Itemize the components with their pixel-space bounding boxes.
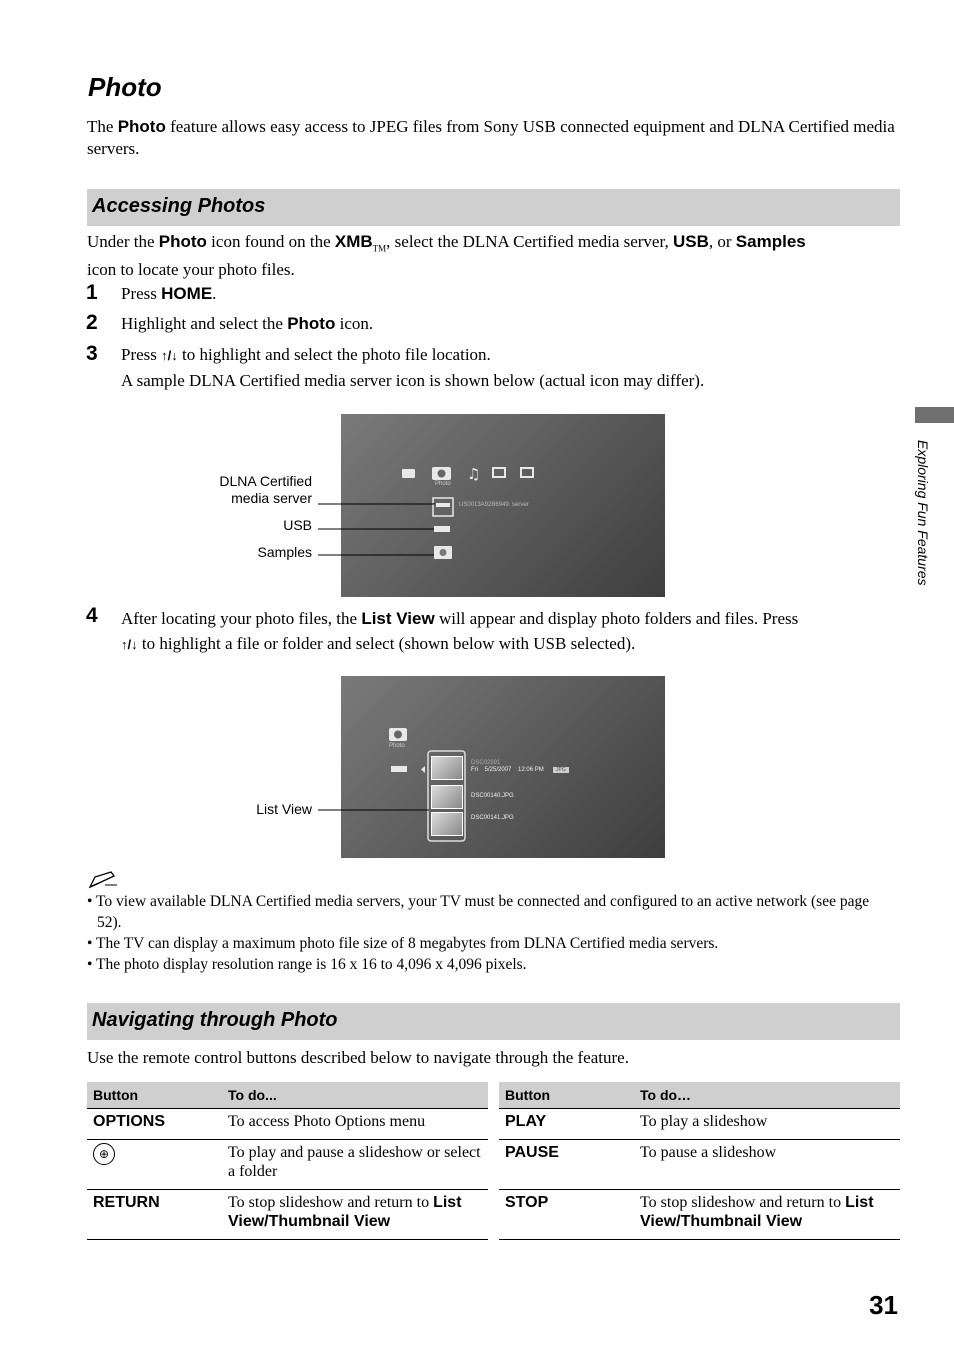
button-name: PAUSE xyxy=(499,1140,634,1190)
callout-samples: Samples xyxy=(257,544,312,560)
button-table-left xyxy=(87,1082,488,1240)
text: icon to locate your photo files. xyxy=(87,260,295,280)
table-row xyxy=(87,1190,488,1240)
note-item: • The TV can display a maximum photo file size of 8 megabytes from DLNA Certified media servers. xyxy=(87,935,719,952)
text: Highlight and select the xyxy=(121,314,288,333)
bold-text: Photo xyxy=(158,232,207,251)
step-number: 2 xyxy=(86,311,98,334)
text: Under the xyxy=(87,232,159,251)
server-name: US0013A92B6949: server xyxy=(459,502,529,508)
side-section-label: Exploring Fun Features xyxy=(915,440,931,586)
callout-line xyxy=(316,808,431,812)
text: will appear and display photo folders and files. Press xyxy=(434,609,799,628)
accessing-intro xyxy=(87,231,902,281)
thumbnail xyxy=(431,812,463,836)
notes-list xyxy=(87,891,897,975)
usb-icon xyxy=(434,526,450,532)
step-text xyxy=(121,313,373,335)
button-name: OPTIONS xyxy=(87,1109,222,1140)
text: After locating your photo files, the xyxy=(121,609,362,628)
note-item: • To view available DLNA Certified media servers, your TV must be connected and configured to an active network (see page 52). xyxy=(87,893,870,931)
text: icon found on the xyxy=(206,232,335,251)
bold-text: Photo xyxy=(287,314,336,333)
thumbnail xyxy=(431,756,463,780)
left-arrow-icon xyxy=(421,766,425,773)
callout-dlna: DLNA Certified media server xyxy=(219,473,312,506)
step-number: 3 xyxy=(86,342,98,365)
callout-lines xyxy=(316,495,436,560)
thumbnail xyxy=(431,785,463,809)
text: A sample DLNA Certified media server icon is shown below (actual icon may differ). xyxy=(121,371,705,390)
button-action xyxy=(634,1190,900,1240)
file-info: Fri 5/25/2007 12:06 PM xyxy=(471,767,544,773)
file-name: DSC02991 xyxy=(471,760,501,766)
bold-text: Samples xyxy=(735,232,806,251)
usb-icon xyxy=(391,766,407,772)
intro-bold: Photo xyxy=(117,117,166,136)
section-bar-accessing xyxy=(87,189,900,226)
column-header: To do... xyxy=(222,1082,488,1109)
intro-text: The xyxy=(87,117,118,136)
bold-text: HOME xyxy=(161,284,213,303)
bold-text: USB xyxy=(672,232,709,251)
button-action: To access Photo Options menu xyxy=(222,1109,488,1140)
tm-mark: TM xyxy=(372,243,387,254)
input-icon xyxy=(521,468,533,477)
note-pencil-icon xyxy=(87,868,119,890)
table-row xyxy=(87,1109,488,1140)
button-action xyxy=(222,1190,488,1240)
button-action: To pause a slideshow xyxy=(634,1140,900,1190)
button-name: STOP xyxy=(499,1190,634,1240)
file-name: DSC00141.JPG xyxy=(471,815,514,821)
button-table-right xyxy=(499,1082,900,1240)
text: , or xyxy=(708,232,736,251)
bold-text: List View/Thumbnail View xyxy=(228,1194,462,1230)
list-view-screen-image xyxy=(341,676,665,858)
step-number: 4 xyxy=(86,604,98,627)
photo-label: Photo xyxy=(389,743,405,749)
text: To stop slideshow and return to xyxy=(228,1194,434,1211)
text: Press xyxy=(121,345,162,364)
table-row xyxy=(499,1190,900,1240)
column-header: Button xyxy=(87,1082,222,1109)
intro-text-rest: feature allows easy access to JPEG files from Sony USB connected equipment and DLNA Certified media servers. xyxy=(87,117,895,158)
arrow-icons: ↑/↓ xyxy=(121,637,138,652)
bold-text: XMB xyxy=(334,232,373,251)
button-name xyxy=(87,1140,222,1190)
section-bar-navigating xyxy=(87,1003,900,1040)
column-header: To do… xyxy=(634,1082,900,1109)
file-type-badge: JPG xyxy=(553,767,569,773)
step-text xyxy=(121,283,216,305)
bold-text: List View xyxy=(361,609,435,628)
step-number: 1 xyxy=(86,281,98,304)
section-heading: Accessing Photos xyxy=(92,195,266,217)
file-name: DSC00140.JPG xyxy=(471,793,514,799)
step-text xyxy=(121,344,901,395)
page-number: 31 xyxy=(869,1290,898,1320)
table-row xyxy=(499,1109,900,1140)
button-action: To play and pause a slideshow or select a folder xyxy=(222,1140,488,1190)
table-row xyxy=(87,1140,488,1190)
button-name: PLAY xyxy=(499,1109,634,1140)
page-title: Photo xyxy=(88,72,162,102)
text: To stop slideshow and return to xyxy=(640,1194,846,1211)
column-header: Button xyxy=(499,1082,634,1109)
bold-text: List View/Thumbnail View xyxy=(640,1194,874,1230)
step-text xyxy=(121,606,901,657)
callout-list-view: List View xyxy=(256,801,312,817)
table-row xyxy=(499,1140,900,1190)
side-tab-marker xyxy=(915,407,954,423)
photo-label: Photo xyxy=(435,481,451,487)
video-icon xyxy=(493,468,505,477)
note-item: • The photo display resolution range is 16 x 16 to 4,096 x 4,096 pixels. xyxy=(87,956,527,973)
callout-usb: USB xyxy=(283,517,312,533)
text: to highlight and select the photo file location. xyxy=(177,345,491,364)
text: to highlight a file or folder and select (shown below with USB selected). xyxy=(137,634,636,653)
settings-icon xyxy=(402,469,415,478)
intro-paragraph xyxy=(87,116,897,160)
button-action: To play a slideshow xyxy=(634,1109,900,1140)
text: , select the DLNA Certified media server, xyxy=(386,232,673,251)
text: Press xyxy=(121,284,162,303)
text: icon. xyxy=(335,314,374,333)
music-icon: ♫ xyxy=(467,465,481,483)
arrow-icons: ↑/↓ xyxy=(161,348,178,363)
section-heading: Navigating through Photo xyxy=(92,1009,338,1031)
enter-button-icon: ⊕ xyxy=(93,1143,115,1165)
navigating-intro: Use the remote control buttons described below to navigate through the feature. xyxy=(87,1048,629,1067)
button-name: RETURN xyxy=(87,1190,222,1240)
text: . xyxy=(212,284,217,303)
